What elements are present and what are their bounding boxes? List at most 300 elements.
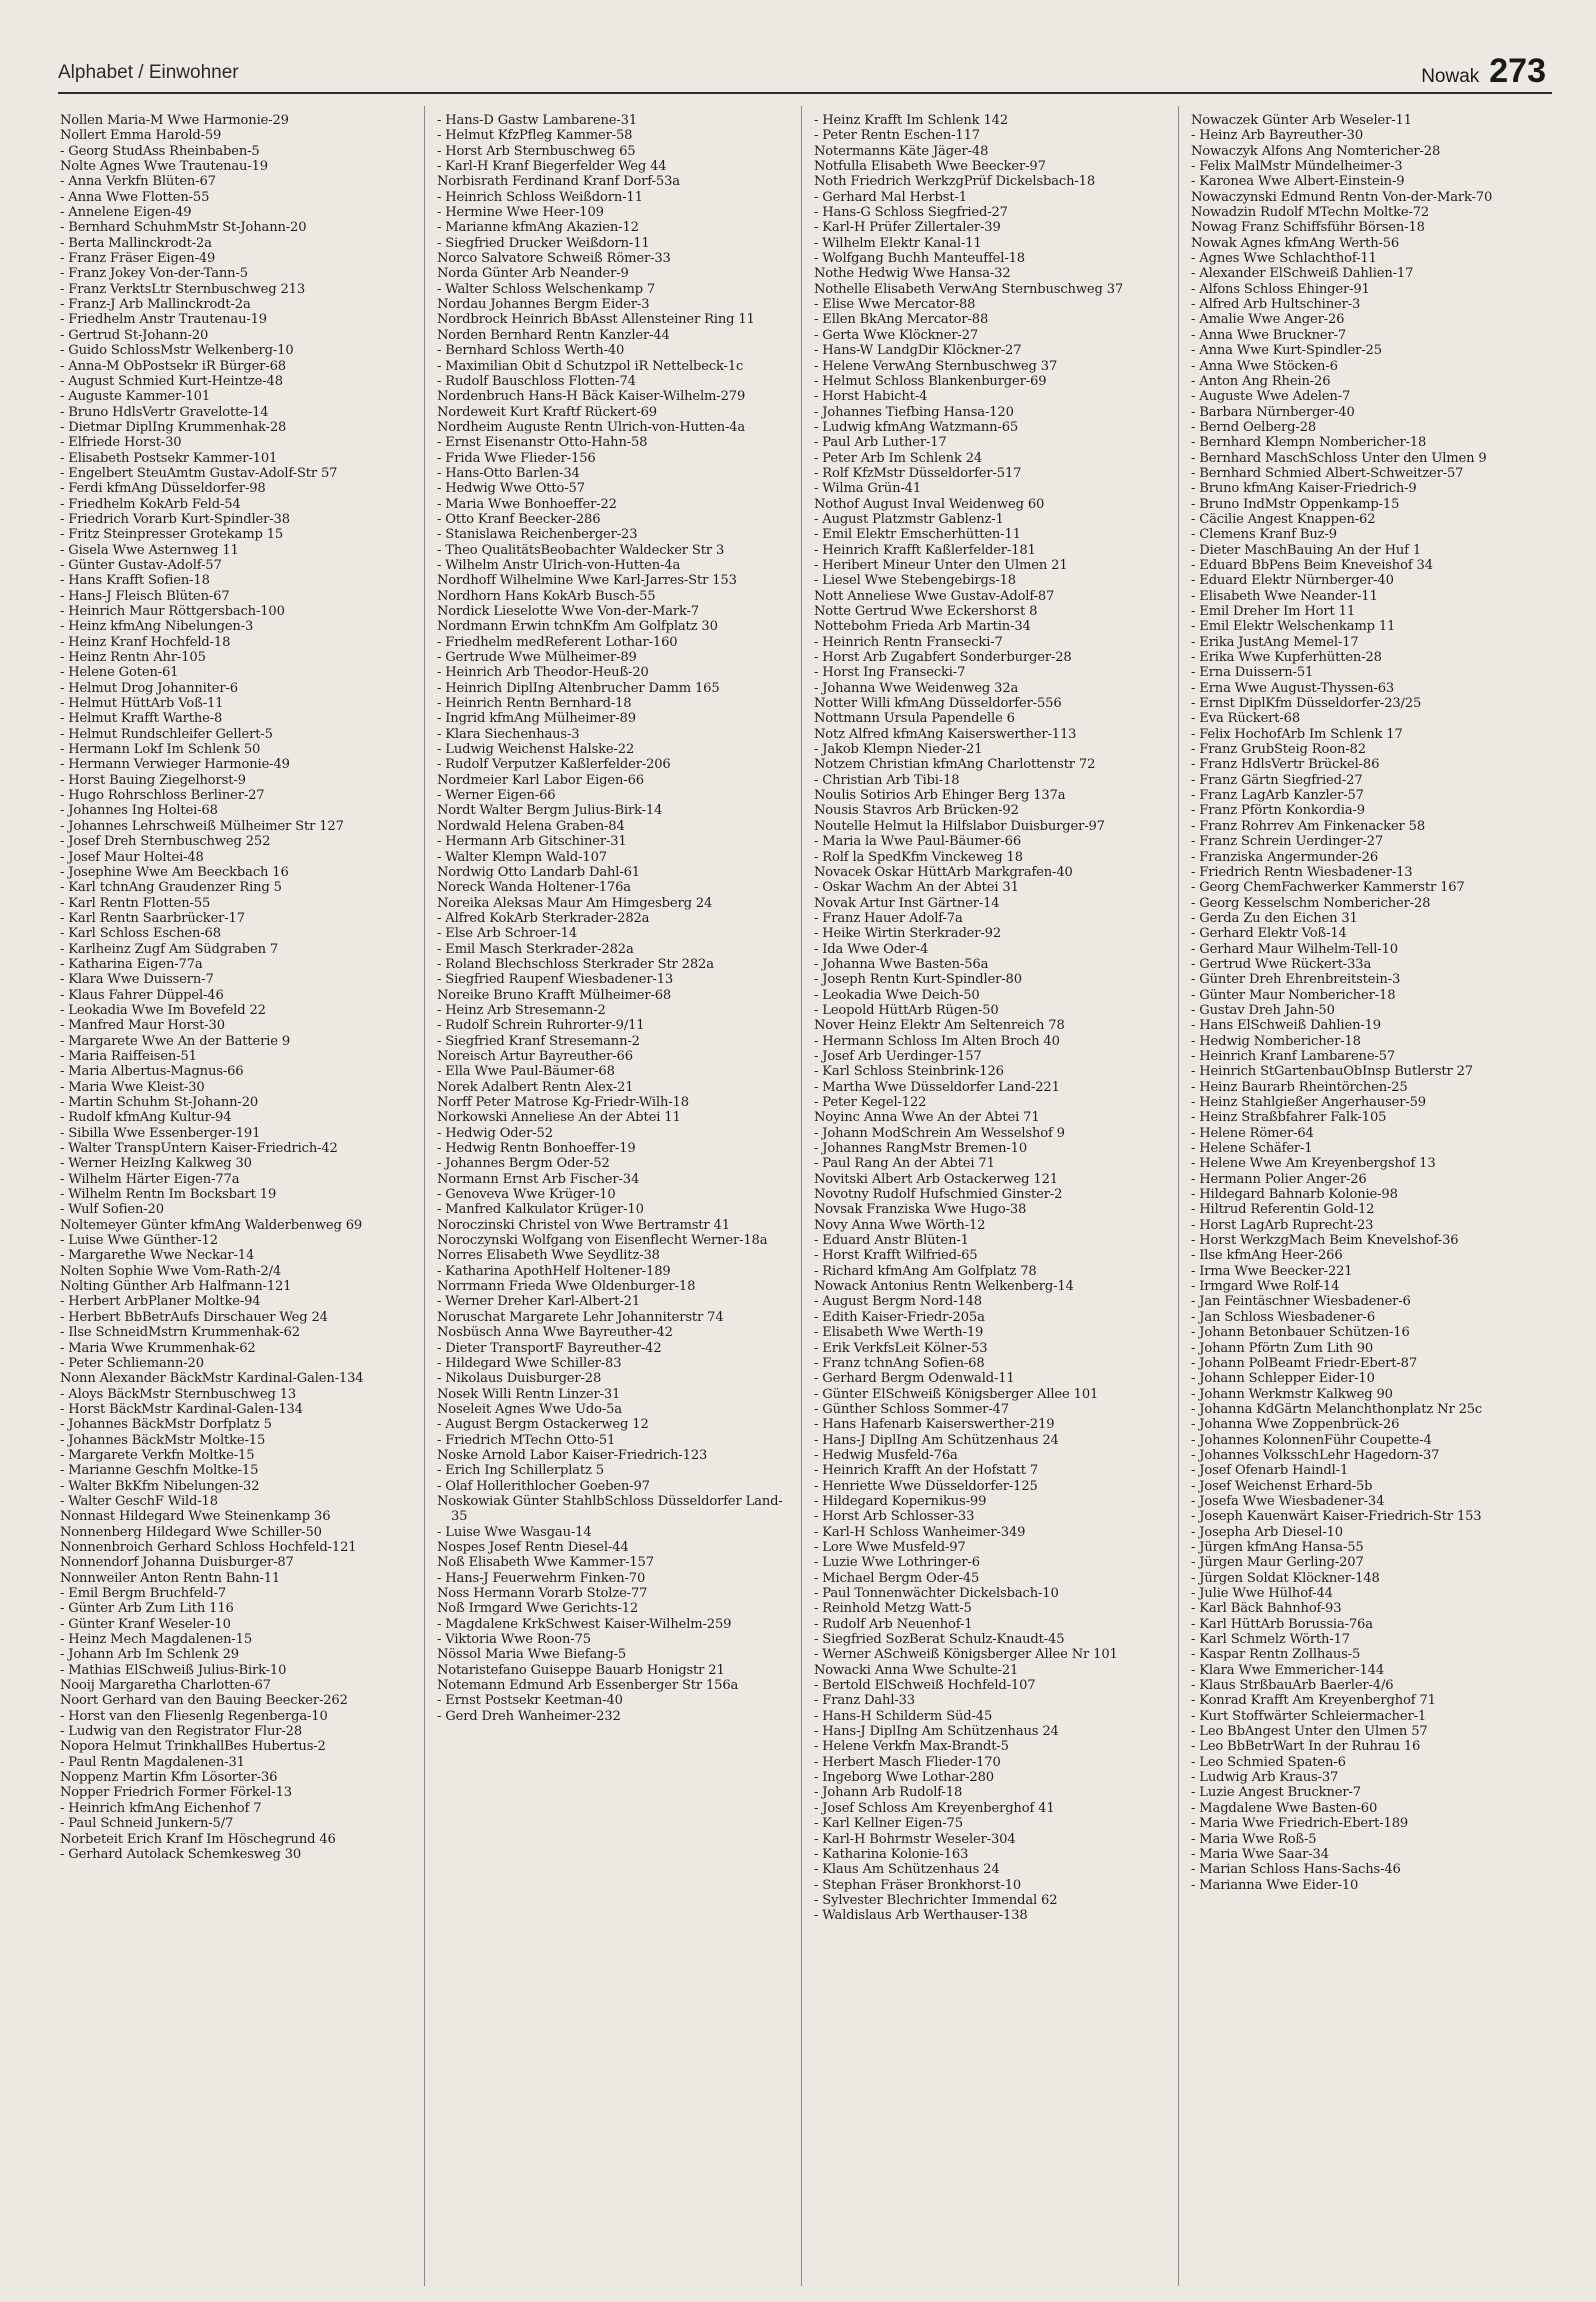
directory-entry: - Ida Wwe Oder-4 (814, 941, 929, 957)
directory-entry: - Eduard BbPens Beim Kneveishof 34 (1191, 557, 1433, 573)
directory-entry: - Dietmar DiplIng Krummenhak-28 (60, 419, 287, 435)
directory-entry: - Gerhard Maur Wilhelm-Tell-10 (1191, 941, 1398, 957)
directory-entry: - Edith Kaiser-Friedr-205a (814, 1309, 985, 1325)
directory-entry: - Erika Wwe Kupferhütten-28 (1191, 650, 1382, 666)
directory-entry: - Joseph Rentn Kurt-Spindler-80 (814, 972, 1022, 988)
directory-entry: - Helene VerwAng Sternbuschweg 37 (814, 358, 1058, 374)
directory-entry: Noroczinski Christel von Wwe Bertramstr 41 (437, 1217, 730, 1233)
directory-entry: - Dieter TransportF Bayreuther-42 (437, 1340, 662, 1356)
directory-entry: Nott Anneliese Wwe Gustav-Adolf-87 (814, 588, 1055, 604)
directory-entry: - Katharina Eigen-77a (60, 956, 203, 972)
directory-entry: - Frida Wwe Flieder-156 (437, 450, 596, 466)
directory-entry: Nonnast Hildegard Wwe Steinenkamp 36 (60, 1509, 331, 1525)
directory-entry: - Maria Albertus-Magnus-66 (60, 1064, 244, 1080)
directory-entry: - Waldislaus Arb Werthauser-138 (814, 1908, 1028, 1924)
directory-entry: Nordhorn Hans KokArb Busch-55 (437, 588, 656, 604)
directory-entry: Nordt Walter Bergm Julius-Birk-14 (437, 803, 663, 819)
directory-entry: - Olaf Hollerithlocher Goeben-97 (437, 1478, 650, 1494)
directory-entry: - Johannes BäckMstr Moltke-15 (60, 1432, 266, 1448)
directory-entry: - Josef Dreh Sternbuschweg 252 (60, 834, 271, 850)
directory-entry: - Hans-Otto Barlen-34 (437, 465, 580, 481)
directory-entry: - Hedwig Wwe Otto-57 (437, 481, 585, 497)
directory-entry: - Johann Pförtn Zum Lith 90 (1191, 1340, 1374, 1356)
directory-entry: - Horst Arb Zugabfert Sonderburger-28 (814, 650, 1072, 666)
directory-entry: Noppenz Martin Kfm Lösorter-36 (60, 1770, 278, 1786)
directory-entry: Noruschat Margarete Lehr Johanniterstr 74 (437, 1309, 724, 1325)
directory-entry: Nolten Sophie Wwe Vom-Rath-2/4 (60, 1263, 282, 1279)
directory-entry: - Michael Bergm Oder-45 (814, 1570, 980, 1586)
directory-entry: - Otto Kranf Beecker-286 (437, 511, 601, 527)
directory-entry: - Genoveva Wwe Krüger-10 (437, 1187, 616, 1203)
directory-entry: Noreika Aleksas Maur Am Himgesberg 24 (437, 895, 713, 911)
directory-entry: - Josef Arb Uerdinger-157 (814, 1048, 982, 1064)
directory-entry: Nowaczek Günter Arb Weseler-11 (1191, 113, 1412, 128)
directory-entry: - Paul Schneid Junkern-5/7 (60, 1816, 234, 1832)
directory-entry: - Luise Wwe Günther-12 (60, 1233, 218, 1249)
directory-entry: - Johann Schlepper Eider-10 (1191, 1371, 1375, 1387)
directory-entry: - Katharina ApothHelf Holtener-189 (437, 1263, 671, 1279)
directory-entry: - Leokadia Wwe Deich-50 (814, 987, 980, 1003)
directory-entry: - Katharina Kolonie-163 (814, 1846, 969, 1862)
directory-entry: - Leo BbAngest Unter den Ulmen 57 (1191, 1724, 1428, 1740)
directory-entry: - Walter BkKfm Nibelungen-32 (60, 1478, 260, 1494)
column-4 (1191, 113, 1543, 2288)
directory-entry: - Wilhelm Rentn Im Bocksbart 19 (60, 1187, 277, 1203)
directory-entry: - Erika JustAng Memel-17 (1191, 634, 1359, 650)
directory-entry: - Paul Tonnenwächter Dickelsbach-10 (814, 1586, 1059, 1601)
directory-entry: - Heinrich Schloss Weißdorn-11 (437, 189, 643, 205)
column-2 (437, 113, 789, 2288)
directory-entry: - Siegfried Drucker Weißdorn-11 (437, 235, 650, 251)
directory-entry: - Magdalene KrkSchwest Kaiser-Wilhelm-259 (437, 1616, 732, 1632)
directory-entry: Notermanns Käte Jäger-48 (814, 143, 989, 159)
directory-entry: Novacek Oskar HüttArb Markgrafen-40 (814, 864, 1073, 880)
directory-entry: - Heike Wirtin Sterkrader-92 (814, 926, 1002, 942)
directory-entry: - Theo QualitätsBeobachter Waldecker Str 3 (437, 542, 725, 558)
directory-entry: - Irma Wwe Beecker-221 (1191, 1263, 1353, 1279)
directory-entry: - Paul Rentn Magdalenen-31 (60, 1754, 245, 1770)
directory-entry: - Josef Weichenst Erhard-5b (1191, 1478, 1373, 1494)
directory-entry: Nosek Willi Rentn Linzer-31 (437, 1386, 621, 1402)
directory-entry: - Karl Schloss Eschen-68 (60, 926, 221, 942)
directory-entry: - Marianne Geschfn Moltke-15 (60, 1463, 259, 1479)
directory-entry: - Peter Kegel-122 (814, 1095, 927, 1110)
directory-entry: Nosbüsch Anna Wwe Bayreuther-42 (437, 1325, 673, 1341)
directory-entry: - Ella Wwe Paul-Bäumer-68 (437, 1064, 615, 1080)
directory-entry: Noseleit Agnes Wwe Udo-5a (437, 1401, 622, 1417)
directory-entry: - Bernhard MaschSchloss Unter den Ulmen 9 (1191, 450, 1487, 466)
directory-entry: Notzem Christian kfmAng Charlottenstr 72 (814, 757, 1096, 773)
directory-entry: Noulis Sotirios Arb Ehinger Berg 137a (814, 788, 1066, 804)
directory-entry: - Leo BbBetrWart In der Ruhrau 16 (1191, 1739, 1421, 1755)
directory-entry: - Helene Goten-61 (60, 665, 179, 681)
directory-entry: Nordwald Helena Graben-84 (437, 818, 625, 834)
directory-entry: - Klaus Am Schützenhaus 24 (814, 1862, 1000, 1878)
directory-entry: - Hermann Arb Gitschiner-31 (437, 834, 627, 850)
directory-entry: Nordmeier Karl Labor Eigen-66 (437, 772, 644, 788)
directory-entry: - Horst Krafft Wilfried-65 (814, 1248, 978, 1264)
directory-entry: Norkowski Anneliese An der Abtei 11 (437, 1110, 681, 1126)
directory-entry: - Marianne kfmAng Akazien-12 (437, 220, 639, 236)
directory-entry: - Elisabeth Postsekr Kammer-101 (60, 450, 278, 466)
directory-entry: - Luzie Angest Bruckner-7 (1191, 1785, 1361, 1801)
directory-entry: Nordick Lieselotte Wwe Von-der-Mark-7 (437, 604, 699, 619)
directory-entry: - Auguste Kammer-101 (60, 389, 211, 405)
directory-entry: - Ingeborg Wwe Lothar-280 (814, 1770, 994, 1786)
directory-entry: - Gerta Wwe Klöckner-27 (814, 327, 979, 343)
directory-entry: - August Schmied Kurt-Heintze-48 (60, 373, 283, 389)
directory-entry: - Maria Wwe Friedrich-Ebert-189 (1191, 1816, 1409, 1832)
directory-entry: - Alfred Arb Hultschiner-3 (1191, 297, 1361, 313)
directory-entry: - Gertrude Wwe Mülheimer-89 (437, 650, 637, 666)
directory-entry: Norda Günter Arb Neander-9 (437, 266, 629, 282)
directory-entry: Noreck Wanda Holtener-176a (437, 880, 631, 896)
directory-entry: - Magdalene Wwe Basten-60 (1191, 1800, 1378, 1816)
directory-entry: Nordhoff Wilhelmine Wwe Karl-Jarres-Str 153 (437, 573, 737, 589)
directory-entry: - Wilhelm Elektr Kanal-11 (814, 235, 982, 251)
directory-entry: Nonnenbroich Gerhard Schloss Hochfeld-121 (60, 1539, 357, 1555)
directory-entry: - Johanna KdGärtn Melanchthonplatz Nr 25c (1191, 1401, 1483, 1417)
directory-entry: Nothe Hedwig Wwe Hansa-32 (814, 266, 1011, 282)
directory-entry: - Alfred KokArb Sterkrader-282a (437, 910, 650, 926)
directory-entry: - Reinhold Metzg Watt-5 (814, 1601, 972, 1617)
directory-entry: - Helmut KfzPfleg Kammer-58 (437, 128, 633, 144)
directory-entry: Nollen Maria-M Wwe Harmonie-29 (60, 113, 289, 128)
directory-entry: Novak Artur Inst Gärtner-14 (814, 895, 1000, 911)
directory-entry: - Margarete Wwe An der Batterie 9 (60, 1033, 291, 1049)
directory-entry: - Wulf Sofien-20 (60, 1202, 164, 1218)
directory-entry: - Emil Dreher Im Hort 11 (1191, 604, 1356, 619)
directory-entry: - Hans ElSchweiß Dahlien-19 (1191, 1018, 1381, 1034)
directory-entry: Nonnendorf Johanna Duisburger-87 (60, 1555, 294, 1571)
directory-entry: - Franz Hauer Adolf-7a (814, 910, 963, 926)
directory-entry: - Maria Raiffeisen-51 (60, 1048, 197, 1064)
directory-entry: - Auguste Wwe Adelen-7 (1191, 389, 1351, 405)
directory-entry: - Hugo Rohrschloss Berliner-27 (60, 788, 265, 804)
directory-entry: - Nikolaus Duisburger-28 (437, 1371, 602, 1387)
directory-entry: - Günter Dreh Ehrenbreitstein-3 (1191, 972, 1401, 988)
directory-entry: - Hermann Lokf Im Schlenk 50 (60, 742, 261, 758)
column-3 (814, 113, 1166, 2288)
directory-entry: - Heinz Kranf Hochfeld-18 (60, 634, 231, 650)
directory-entry: - Ludwig Arb Kraus-37 (1191, 1770, 1339, 1786)
directory-entry: - Oskar Wachm An der Abtei 31 (814, 880, 1019, 896)
directory-entry: - Johanna Wwe Basten-56a (814, 956, 989, 972)
directory-entry: - Günter ElSchweiß Königsberger Allee 101 (814, 1386, 1099, 1402)
directory-entry: - Anna Wwe Kurt-Spindler-25 (1191, 343, 1382, 359)
directory-entry: - Erik VerkfsLeit Kölner-53 (814, 1340, 988, 1356)
directory-entry: - Bernhard Schmied Albert-Schweitzer-57 (1191, 465, 1464, 481)
directory-entry: Noutelle Helmut la Hilfslabor Duisburger-97 (814, 818, 1105, 834)
directory-entry: Nottebohm Frieda Arb Martin-34 (814, 619, 1031, 635)
directory-entry: - Rolf la SpedKfm Vinckeweg 18 (814, 849, 1023, 865)
directory-entry: - Konrad Krafft Am Kreyenberghof 71 (1191, 1693, 1436, 1709)
directory-entry: - Bruno IndMstr Oppenkamp-15 (1191, 496, 1400, 512)
directory-entry: - Klara Wwe Emmericher-144 (1191, 1662, 1385, 1678)
directory-entry: - Rudolf Arb Neuenhof-1 (814, 1616, 973, 1632)
directory-entry: Nordwig Otto Landarb Dahl-61 (437, 864, 640, 880)
directory-entry: - Helene Schäfer-1 (1191, 1141, 1313, 1157)
directory-entry: - Henriette Wwe Düsseldorfer-125 (814, 1478, 1038, 1494)
directory-entry: Noltemeyer Günter kfmAng Walderbenweg 69 (60, 1217, 363, 1233)
directory-entry: - Karl-H Schloss Wanheimer-349 (814, 1524, 1026, 1540)
directory-entry: Norden Bernhard Rentn Kanzler-44 (437, 327, 670, 343)
directory-entry: - Dieter MaschBauing An der Huf 1 (1191, 542, 1422, 558)
directory-entry: - Marian Schloss Hans-Sachs-46 (1191, 1862, 1401, 1878)
directory-entry: - Wilhelm Anstr Ulrich-von-Hutten-4a (437, 557, 681, 573)
directory-entry: - Franz Schrein Uerdinger-27 (1191, 834, 1384, 850)
directory-entry: - Werner Dreher Karl-Albert-21 (437, 1294, 641, 1310)
directory-entry: - Maria Wwe Saar-34 (1191, 1846, 1329, 1862)
directory-entry: - Heinrich Maur Röttgersbach-100 (60, 604, 285, 619)
directory-entry: Noß Irmgard Wwe Gerichts-12 (437, 1601, 639, 1617)
directory-entry: - Hermann Polier Anger-26 (1191, 1171, 1367, 1187)
directory-entry: Norres Elisabeth Wwe Seydlitz-38 (437, 1248, 660, 1264)
directory-entry: - Franz tchnAng Sofien-68 (814, 1355, 985, 1371)
directory-entry: - Luise Wwe Wasgau-14 (437, 1524, 592, 1540)
directory-entry: - Friedrich Vorarb Kurt-Spindler-38 (60, 511, 290, 527)
directory-entry: - Eva Rückert-68 (1191, 711, 1301, 727)
directory-entry: Nonn Alexander BäckMstr Kardinal-Galen-134 (60, 1371, 364, 1387)
directory-entry: - Erna Duissern-51 (1191, 665, 1314, 681)
directory-entry: - Ernst Eisenanstr Otto-Hahn-58 (437, 435, 648, 451)
directory-entry: - Joseph Kauenwärt Kaiser-Friedrich-Str 153 (1191, 1509, 1482, 1525)
directory-entry: - Helmut Rundschleifer Gellert-5 (60, 726, 273, 742)
directory-entry: - Johann Werkmstr Kalkweg 90 (1191, 1386, 1393, 1402)
directory-entry: - Siegfried Kranf Stresemann-2 (437, 1033, 640, 1049)
directory-entry: - Margarete Verkfn Moltke-15 (60, 1447, 255, 1463)
directory-entry: - Bruno HdlsVertr Gravelotte-14 (60, 404, 269, 420)
directory-entry: - Helene Verkfn Max-Brandt-5 (814, 1739, 1009, 1755)
directory-entry: - Heinz Arb Bayreuther-30 (1191, 128, 1363, 144)
directory-entry: Novsak Franziska Wwe Hugo-38 (814, 1202, 1027, 1218)
directory-entry: - Jürgen Soldat Klöckner-148 (1191, 1570, 1380, 1586)
directory-entry: - Hans-J Fleisch Blüten-67 (60, 588, 230, 604)
directory-entry: - Josef Schloss Am Kreyenberghof 41 (814, 1800, 1055, 1816)
directory-entry: - Günter Maur Nombericher-18 (1191, 987, 1396, 1003)
directory-entry: - Helmut HüttArb Voß-11 (60, 696, 224, 712)
directory-entry: - Karlheinz Zugf Am Südgraben 7 (60, 941, 279, 957)
directory-entry: - Friedhelm KokArb Feld-54 (60, 496, 241, 512)
directory-entry: Nopper Friedrich Former Förkel-13 (60, 1785, 292, 1801)
directory-entry: - Klara Siechenhaus-3 (437, 726, 580, 742)
directory-entry: - Gerhard Bergm Odenwald-11 (814, 1371, 1015, 1387)
directory-entry: - Engelbert SteuAmtm Gustav-Adolf-Str 57 (60, 465, 338, 481)
directory-entry: - Elise Wwe Mercator-88 (814, 297, 976, 313)
directory-entry: - Hans-D Gastw Lambarene-31 (437, 113, 637, 128)
directory-entry: - Klaus StrßbauArb Baerler-4/6 (1191, 1678, 1394, 1694)
directory-entry: - Johann Arb Rudolf-18 (814, 1785, 963, 1801)
directory-entry: - Gerd Dreh Wanheimer-232 (437, 1708, 621, 1724)
directory-entry: Notter Willi kfmAng Düsseldorfer-556 (814, 696, 1062, 712)
directory-entry: - Julie Wwe Hülhof-44 (1191, 1586, 1333, 1601)
page-header-right (1421, 52, 1546, 91)
directory-entry: Notz Alfred kfmAng Kaiserswerther-113 (814, 726, 1077, 742)
directory-entry: Nordenbruch Hans-H Bäck Kaiser-Wilhelm-279 (437, 389, 746, 405)
directory-entry: - Heinz Krafft Im Schlenk 142 (814, 113, 1008, 128)
directory-entry: Nonnweiler Anton Rentn Bahn-11 (60, 1570, 281, 1586)
directory-entry: Noth Friedrich WerkzgPrüf Dickelsbach-18 (814, 174, 1096, 190)
directory-entry: - Heinz Straßbfahrer Falk-105 (1191, 1110, 1387, 1126)
directory-entry: Nowadzin Rudolf MTechn Moltke-72 (1191, 205, 1430, 221)
directory-entry: - Heinrich Krafft An der Hofstatt 7 (814, 1463, 1039, 1479)
directory-entry: - Franz Rohrrev Am Finkenacker 58 (1191, 818, 1426, 834)
directory-entry: - Marianna Wwe Eider-10 (1191, 1877, 1359, 1893)
directory-entry: - Heinrich Krafft Kaßlerfelder-181 (814, 542, 1036, 558)
column-1 (60, 113, 412, 2288)
directory-entry: Nordbrock Heinrich BbAsst Allensteiner Ring 11 (437, 312, 755, 328)
directory-entry: - Johann Betonbauer Schützen-16 (1191, 1325, 1410, 1341)
directory-entry: - Ferdi kfmAng Düsseldorfer-98 (60, 481, 266, 497)
directory-entry: - Eduard Anstr Blüten-1 (814, 1233, 969, 1249)
directory-entry: - Heinz Rentn Ahr-105 (60, 650, 206, 666)
directory-entry: - Franz Dahl-33 (814, 1693, 915, 1709)
directory-entry: - Rudolf Verputzer Kaßlerfelder-206 (437, 757, 671, 773)
directory-entry: Nolte Agnes Wwe Trautenau-19 (60, 159, 268, 175)
directory-entry: - Leo Schmied Spaten-6 (1191, 1754, 1346, 1770)
directory-entry: - Karl HüttArb Borussia-76a (1191, 1616, 1373, 1632)
directory-entry: - Karl Rentn Flotten-55 (60, 895, 211, 911)
column-divider (801, 106, 802, 2286)
directory-entry: - Peter Rentn Eschen-117 (814, 128, 980, 144)
directory-entry: - Emil Bergm Bruchfeld-7 (60, 1586, 227, 1601)
directory-entry: - Karonea Wwe Albert-Einstein-9 (1191, 174, 1405, 190)
directory-entry: - Sylvester Blechrichter Immendal 62 (814, 1892, 1058, 1908)
directory-entry: - Georg Kesselschm Nombericher-28 (1191, 895, 1431, 911)
directory-entry: - Peter Schliemann-20 (60, 1355, 204, 1371)
directory-entry: - Ludwig kfmAng Watzmann-65 (814, 419, 1019, 435)
directory-entry: - Friedhelm Anstr Trautenau-19 (60, 312, 267, 328)
directory-entry: - Johanna Wwe Zoppenbrück-26 (1191, 1417, 1400, 1433)
directory-entry: - Heribert Mineur Unter den Ulmen 21 (814, 557, 1068, 573)
directory-entry: - Roland Blechschloss Sterkrader Str 282a (437, 956, 714, 972)
directory-entry: - Horst Ing Fransecki-7 (814, 665, 966, 681)
directory-entry: - Felix MalMstr Mündelheimer-3 (1191, 159, 1403, 175)
directory-entry: - Ingrid kfmAng Mülheimer-89 (437, 711, 636, 727)
directory-entry: - Walter Klempn Wald-107 (437, 849, 607, 865)
directory-entry: - Hedwig Musfeld-76a (814, 1447, 958, 1463)
directory-entry: - Emil Elektr Emscherhütten-11 (814, 527, 1021, 543)
directory-entry: - Herbert ArbPlaner Moltke-94 (60, 1294, 261, 1310)
directory-entry: - Bernhard Klempn Nombericher-18 (1191, 435, 1427, 451)
directory-entry: - Maria Wwe Roß-5 (1191, 1831, 1317, 1847)
directory-entry: Nowack Antonius Rentn Welkenberg-14 (814, 1279, 1074, 1295)
directory-entry: Notaristefano Guiseppe Bauarb Honigstr 21 (437, 1662, 725, 1678)
directory-entry: - Johannes RangMstr Bremen-10 (814, 1141, 1028, 1157)
directory-entry: - Günter Arb Zum Lith 116 (60, 1601, 234, 1617)
directory-entry: Norco Salvatore Schweiß Römer-33 (437, 251, 671, 267)
header-rule (58, 92, 1552, 94)
directory-entry: - Helmut Schloss Blankenburger-69 (814, 373, 1047, 389)
directory-entry: Nopora Helmut TrinkhallBes Hubertus-2 (60, 1739, 326, 1755)
directory-entry: Nordheim Auguste Rentn Ulrich-von-Hutten-4a (437, 419, 746, 435)
directory-entry: Noske Arnold Labor Kaiser-Friedrich-123 (437, 1447, 708, 1463)
directory-entry: - Gertrud St-Johann-20 (60, 327, 209, 343)
directory-entry: Noss Hermann Vorarb Stolze-77 (437, 1586, 648, 1601)
directory-entry: - Irmgard Wwe Rolf-14 (1191, 1279, 1340, 1295)
directory-entry: - Horst Arb Schlosser-33 (814, 1509, 975, 1525)
directory-entry: - Karl Schloss Steinbrink-126 (814, 1064, 1004, 1080)
directory-entry: - Lore Wwe Musfeld-97 (814, 1539, 966, 1555)
directory-entry: - Johannes VolksschLehr Hagedorn-37 (1191, 1447, 1440, 1463)
directory-entry: Nowak Agnes kfmAng Werth-56 (1191, 235, 1400, 251)
directory-entry: - Martha Wwe Düsseldorfer Land-221 (814, 1079, 1060, 1095)
directory-entry: - Ellen BkAng Mercator-88 (814, 312, 989, 328)
directory-entry: - Leopold HüttArb Rügen-50 (814, 1002, 999, 1018)
directory-entry: - Horst Arb Sternbuschweg 65 (437, 143, 636, 159)
directory-entry: - Anna Wwe Bruckner-7 (1191, 327, 1347, 343)
directory-entry: - Manfred Maur Horst-30 (60, 1018, 225, 1034)
directory-entry: - Hildegard Bahnarb Kolonie-98 (1191, 1187, 1398, 1203)
directory-entry: - Günther Schloss Sommer-47 (814, 1401, 1009, 1417)
directory-entry: - Rudolf kfmAng Kultur-94 (60, 1110, 232, 1126)
directory-entry: - Wolfgang Buchh Manteuffel-18 (814, 251, 1025, 267)
directory-entry: - Maria la Wwe Paul-Bäumer-66 (814, 834, 1022, 850)
directory-entry: - Ernst DiplKfm Düsseldorfer-23/25 (1191, 696, 1422, 712)
directory-entry: Novy Anna Wwe Wörth-12 (814, 1217, 986, 1233)
directory-entry: - Luzie Wwe Lothringer-6 (814, 1555, 980, 1571)
directory-entry: - Karl-H Kranf Biegerfelder Weg 44 (437, 159, 667, 175)
directory-entry: Nolting Günther Arb Halfmann-121 (60, 1279, 292, 1295)
directory-entry: - Johannes KolonnenFühr Coupette-4 (1191, 1432, 1432, 1448)
directory-entry: Novotny Rudolf Hufschmied Ginster-2 (814, 1187, 1063, 1203)
directory-entry: - Elfriede Horst-30 (60, 435, 182, 451)
directory-entry: - Walter TranspUntern Kaiser-Friedrich-42 (60, 1141, 338, 1157)
directory-entry: - Gerhard Mal Herbst-1 (814, 189, 967, 205)
directory-entry: - Klara Wwe Duissern-7 (60, 972, 214, 988)
directory-entry: - Klaus Fahrer Düppel-46 (60, 987, 224, 1003)
directory-entry: - Heinrich Rentn Bernhard-18 (437, 696, 632, 712)
directory-entry: - Kurt Stoffwärter Schleiermacher-1 (1191, 1708, 1427, 1724)
directory-entry: - Maria Wwe Bonhoeffer-22 (437, 496, 617, 512)
directory-entry: - Horst van den Fliesenlg Regenberga-10 (60, 1708, 328, 1724)
directory-entry: - Guido SchlossMstr Welkenberg-10 (60, 343, 294, 359)
directory-entry: - Rolf KfzMstr Düsseldorfer-517 (814, 465, 1022, 481)
directory-entry: - Franz Fräser Eigen-49 (60, 251, 216, 267)
directory-entry: - Berta Mallinckrodt-2a (60, 235, 212, 251)
directory-entry: - Hans Krafft Sofien-18 (60, 573, 210, 589)
directory-entry: - Heinz Baurarb Rheintörchen-25 (1191, 1079, 1408, 1095)
directory-entry: Nowacki Anna Wwe Schulte-21 (814, 1662, 1019, 1678)
directory-entry: - Franz HdlsVertr Brückel-86 (1191, 757, 1380, 773)
directory-entry: - Liesel Wwe Stebengebirgs-18 (814, 573, 1016, 589)
directory-entry: - Emil Elektr Welschenkamp 11 (1191, 619, 1396, 635)
directory-entry: - Friedrich Rentn Wiesbadener-13 (1191, 864, 1413, 880)
directory-entry: - Franz Jokey Von-der-Tann-5 (60, 266, 248, 282)
directory-entry: - Jakob Klempn Nieder-21 (814, 742, 983, 758)
directory-entry: - Manfred Kalkulator Krüger-10 (437, 1202, 644, 1218)
directory-entry: - Elisabeth Wwe Neander-11 (1191, 588, 1378, 604)
running-keyword: Nowak (1421, 66, 1480, 87)
directory-entry: - Christian Arb Tibi-18 (814, 772, 960, 788)
directory-entry: Notte Gertrud Wwe Eckershorst 8 (814, 604, 1038, 619)
directory-entry: - Josef Ofenarb Haindl-1 (1191, 1463, 1349, 1479)
directory-entry: - Jürgen kfmAng Hansa-55 (1191, 1539, 1364, 1555)
directory-entry: - Rudolf Bauschloss Flotten-74 (437, 373, 636, 389)
directory-entry: - Anna Verkfn Blüten-67 (60, 174, 216, 190)
directory-entry: - Anna-M ObPostsekr iR Bürger-68 (60, 358, 286, 374)
directory-entry: Nordau Johannes Bergm Eider-3 (437, 297, 650, 313)
directory-entry: - Bernhard SchuhmMstr St-Johann-20 (60, 220, 307, 236)
directory-entry: - Peter Arb Im Schlenk 24 (814, 450, 983, 466)
directory-entry: - Werner ASchweiß Königsberger Allee Nr 101 (814, 1647, 1118, 1663)
directory-entry: - Heinrich StGartenbauObInsp Butlerstr 27 (1191, 1064, 1473, 1080)
directory-entry: - Franziska Angermunder-26 (1191, 849, 1379, 865)
directory-entry: - Hedwig Oder-52 (437, 1125, 553, 1141)
directory-entry: - Heinz Mech Magdalenen-15 (60, 1632, 253, 1648)
directory-entry: Nospes Josef Rentn Diesel-44 (437, 1539, 629, 1555)
directory-entry: - Karl Kellner Eigen-75 (814, 1816, 963, 1832)
